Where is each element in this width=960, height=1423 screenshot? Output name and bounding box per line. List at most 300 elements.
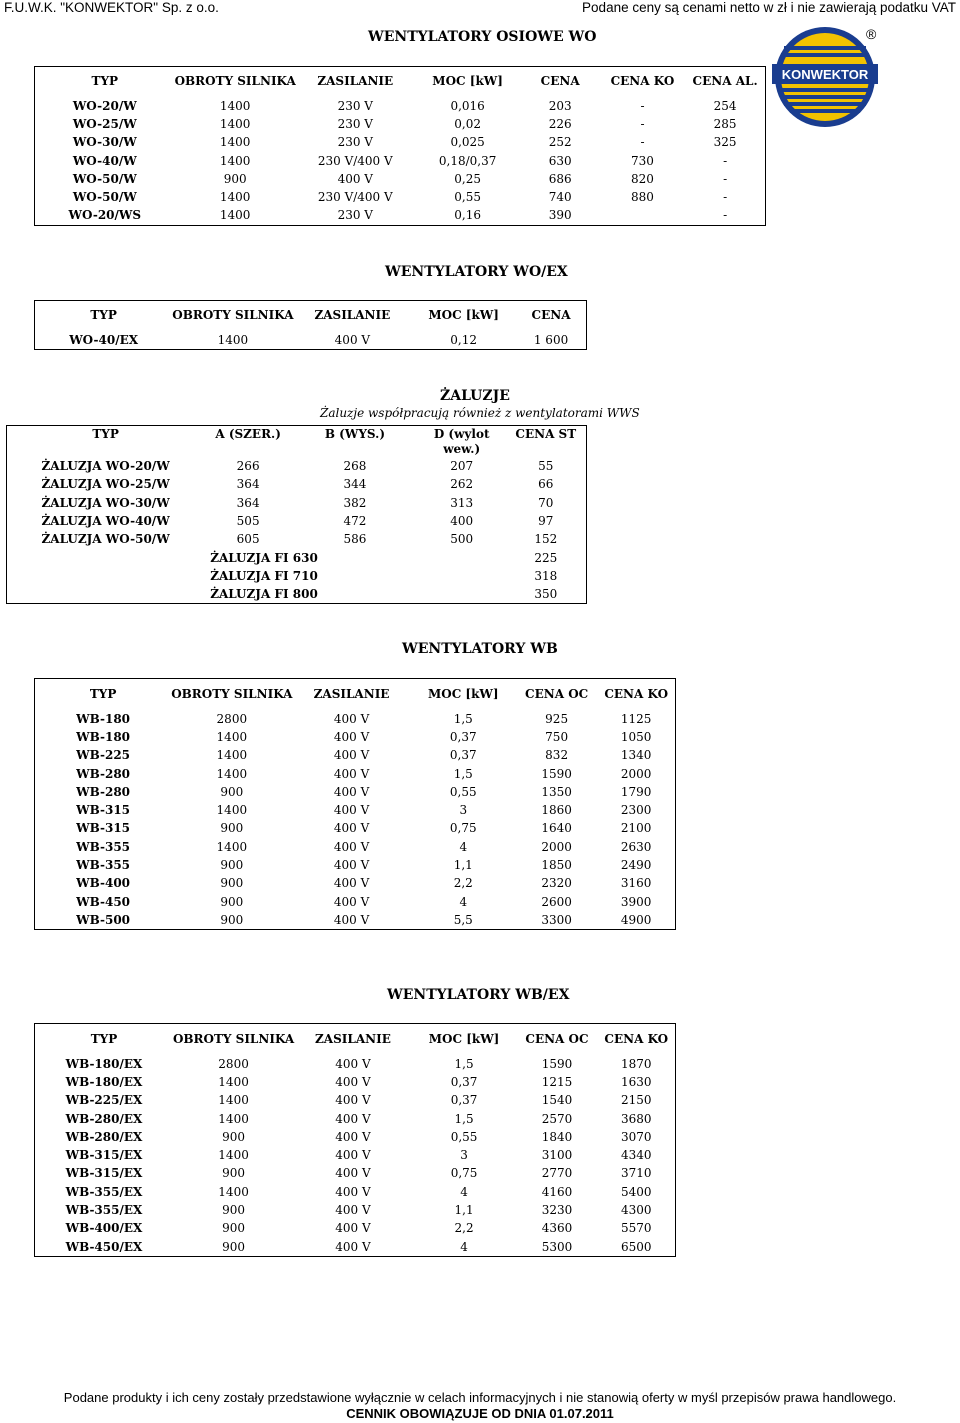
column-header: A (SZER.) <box>215 427 281 441</box>
table-cell: 400 V <box>335 1056 371 1071</box>
table-row <box>35 1091 676 1109</box>
table-cell: 1400 <box>219 153 251 168</box>
table-cell: 3070 <box>621 1129 652 1144</box>
row-type: ŻALUZJA FI 800 <box>210 587 318 602</box>
table-cell: 900 <box>220 912 244 927</box>
table-cell: 0,37 <box>450 1093 478 1108</box>
row-type: WO-20/W <box>72 98 137 113</box>
row-type: WB-355 <box>76 858 131 873</box>
table-cell: 400 V <box>333 711 370 726</box>
table-cell: 252 <box>548 135 572 150</box>
table-row <box>35 1055 676 1073</box>
table-cell: 390 <box>548 208 572 223</box>
table-cell: 605 <box>236 532 260 547</box>
table-cell: - <box>723 171 728 186</box>
table-row <box>35 331 587 350</box>
table-cell: 1400 <box>219 135 251 150</box>
row-type: ŻALUZJA WO-50/W <box>41 532 170 547</box>
table-cell: 0,18/0,37 <box>438 153 497 168</box>
table-cell: 500 <box>450 532 474 547</box>
table-cell: 285 <box>713 116 737 131</box>
table-row <box>35 819 676 837</box>
table-cell: 900 <box>220 784 244 799</box>
table-cell: 630 <box>548 153 572 168</box>
table-cell: 1590 <box>541 766 572 781</box>
table-cell: 2300 <box>620 803 652 818</box>
table-wb-ex <box>34 1023 676 1257</box>
table-cell: 900 <box>222 1129 246 1144</box>
table-row <box>35 151 766 169</box>
table-cell: 1 600 <box>533 332 569 347</box>
row-type: WB-225 <box>76 748 131 763</box>
column-header: D (wylot wew.) <box>433 427 490 456</box>
row-type: ŻALUZJA WO-20/W <box>41 459 170 474</box>
table-row <box>35 115 766 133</box>
row-type: WB-280/EX <box>65 1111 143 1126</box>
row-type: WB-400 <box>76 876 131 891</box>
column-header: CENA AL. <box>692 74 758 89</box>
table-cell: 1840 <box>541 1129 573 1144</box>
row-type: WB-400/EX <box>65 1221 143 1236</box>
table-row <box>35 1201 676 1219</box>
table-cell: 1340 <box>620 748 652 763</box>
table-cell: - <box>723 153 728 168</box>
table-cell: 382 <box>343 495 367 510</box>
table-cell: 3 <box>460 1148 468 1163</box>
row-type: WB-315 <box>76 803 131 818</box>
row-type: WB-225/EX <box>65 1093 143 1108</box>
table-cell: 2000 <box>620 766 652 781</box>
table-cell: 230 V <box>337 98 373 113</box>
table-cell: 505 <box>236 514 260 529</box>
table-cell: 1,5 <box>454 1111 474 1126</box>
table-cell: 4 <box>460 1184 468 1199</box>
table-cell: 70 <box>538 495 554 510</box>
table-cell: 4160 <box>541 1184 573 1199</box>
table-cell: 0,55 <box>449 784 477 799</box>
table-cell: 750 <box>545 729 569 744</box>
table-cell: 1400 <box>219 190 251 205</box>
table-cell: 1400 <box>216 729 248 744</box>
column-header: ZASILANIE <box>314 308 391 323</box>
table-cell: 1,5 <box>453 766 473 781</box>
company-name: F.U.W.K. "KONWEKTOR" Sp. z o.o. <box>4 0 219 15</box>
row-type: WB-180 <box>76 711 131 726</box>
row-type: WB-500 <box>76 912 131 927</box>
table-cell: 400 V <box>335 1239 371 1254</box>
table-cell: 4360 <box>541 1221 573 1236</box>
table-cell: - <box>640 98 645 113</box>
table-cell: 900 <box>222 1203 246 1218</box>
table-cell: 400 V <box>333 894 370 909</box>
table-cell: 55 <box>538 459 554 474</box>
row-type: WO-50/W <box>72 171 137 186</box>
column-header: TYP <box>90 1031 118 1046</box>
table-cell: 203 <box>548 98 572 113</box>
table-cell: 0,025 <box>450 135 485 150</box>
table-cell: 400 V <box>333 784 370 799</box>
table-cell: 268 <box>343 459 367 474</box>
empty-cell <box>7 548 205 566</box>
row-type: WB-355/EX <box>65 1203 143 1218</box>
column-header: MOC [kW] <box>428 308 499 323</box>
table-cell: 1630 <box>621 1074 652 1089</box>
row-type: WB-180/EX <box>65 1056 143 1071</box>
row-type: WB-355/EX <box>65 1184 143 1199</box>
table-cell: 0,37 <box>450 1074 478 1089</box>
table-cell: 1860 <box>541 803 572 818</box>
table-cell: 400 V <box>333 912 370 927</box>
zaluzje-subtitle: Żaluzje współpracują również z wentylatorami WWS <box>320 406 640 420</box>
table-cell: 1125 <box>620 711 652 726</box>
table-cell: 230 V <box>337 135 373 150</box>
table-cell: 230 V/400 V <box>317 190 393 205</box>
column-header: OBROTY SILNIKA <box>172 1031 295 1046</box>
table-cell: 1,5 <box>453 711 473 726</box>
table-cell: 925 <box>545 711 569 726</box>
table-row <box>35 1128 676 1146</box>
table-row <box>35 801 676 819</box>
table-cell: 400 V <box>333 766 370 781</box>
table-cell: 1400 <box>216 839 248 854</box>
table-wb <box>34 678 676 930</box>
table-cell: 730 <box>631 153 654 168</box>
table-cell: 2100 <box>620 821 652 836</box>
table-cell: 5300 <box>541 1239 573 1254</box>
row-type: WO-20/WS <box>68 208 142 223</box>
row-type: WB-315/EX <box>65 1166 143 1181</box>
section-title-wo-ex: WENTYLATORY WO/EX <box>385 264 568 280</box>
table-cell: 1400 <box>218 1184 249 1199</box>
table-cell: 880 <box>631 190 654 205</box>
table-cell: 97 <box>538 514 554 529</box>
table-cell: 325 <box>713 135 737 150</box>
table-cell: 1400 <box>219 98 251 113</box>
footer-valid-from: CENNIK OBOWIĄZUJE OD DNIA 01.07.2011 <box>346 1406 614 1421</box>
table-cell: 1400 <box>217 332 249 347</box>
table-row <box>35 133 766 151</box>
table-cell: 472 <box>343 514 367 529</box>
table-cell: 1590 <box>541 1056 573 1071</box>
column-header: CENA KO <box>610 74 675 89</box>
table-cell: 400 V <box>335 1166 371 1181</box>
table-row <box>35 1219 676 1237</box>
table-cell: 400 V <box>333 803 370 818</box>
row-type: WB-280 <box>76 784 131 799</box>
table-cell: 400 V <box>333 839 370 854</box>
table-cell: 400 V <box>335 1184 371 1199</box>
row-type: ŻALUZJA WO-25/W <box>41 477 170 492</box>
table-cell: 0,16 <box>454 208 481 223</box>
table-cell: 1,1 <box>454 1203 474 1218</box>
table-cell: 400 <box>450 514 474 529</box>
footer-disclaimer: Podane produkty i ich ceny zostały przedstawione wyłącznie w celach informacyjnych i nie stanowią oferty w myśl przepisów prawa handlowego. <box>63 1390 897 1405</box>
table-cell: 3 <box>459 803 468 818</box>
table-cell: 2000 <box>541 839 572 854</box>
row-type: WB-280/EX <box>65 1129 143 1144</box>
table-row <box>35 728 676 746</box>
table-cell: 1050 <box>620 729 652 744</box>
table-row <box>35 188 766 206</box>
table-row <box>35 1237 676 1256</box>
table-cell: 900 <box>223 171 247 186</box>
table-row <box>35 97 766 115</box>
table-cell: 0,25 <box>454 171 481 186</box>
table-cell: 0,02 <box>454 116 481 131</box>
table-cell: 900 <box>220 876 244 891</box>
table-cell: - <box>723 190 728 205</box>
row-type: WB-450/EX <box>65 1239 143 1254</box>
table-cell: 900 <box>222 1239 246 1254</box>
table-cell: 740 <box>548 190 572 205</box>
column-header: CENA ST <box>515 427 577 441</box>
table-cell: 0,55 <box>450 1129 478 1144</box>
table-cell: 3900 <box>620 894 652 909</box>
table-cell: 1790 <box>620 784 652 799</box>
table-cell: 832 <box>545 748 569 763</box>
table-cell: - <box>723 208 728 223</box>
table-cell: 0,016 <box>450 98 485 113</box>
table-cell: 586 <box>343 532 367 547</box>
column-header: CENA <box>531 308 571 323</box>
table-cell: 3160 <box>620 876 652 891</box>
table-cell: 1400 <box>219 208 251 223</box>
table-cell: 4 <box>459 839 468 854</box>
table-cell: 900 <box>222 1221 246 1236</box>
row-type: WO-40/EX <box>69 332 139 347</box>
row-type: WO-40/W <box>72 153 137 168</box>
table-cell: 400 V <box>335 1221 371 1236</box>
table-cell: 2800 <box>218 1056 249 1071</box>
table-cell: 3230 <box>541 1203 573 1218</box>
row-type: WB-315/EX <box>65 1148 143 1163</box>
table-cell: 262 <box>450 477 474 492</box>
table-cell: 2150 <box>621 1093 652 1108</box>
table-cell: 400 V <box>335 1111 371 1126</box>
table-cell: 254 <box>713 98 737 113</box>
table-row <box>7 585 587 604</box>
table-cell: 400 V <box>335 1074 371 1089</box>
column-header: ZASILANIE <box>315 1031 391 1046</box>
table-cell: 2,2 <box>453 876 473 891</box>
column-header: MOC [kW] <box>428 1031 500 1046</box>
table-cell: 400 V <box>335 1129 371 1144</box>
table-cell: 400 V <box>333 821 370 836</box>
table-cell: 2490 <box>620 858 652 873</box>
table-cell: 0,75 <box>450 1166 478 1181</box>
table-row <box>35 206 766 225</box>
table-cell: 364 <box>236 495 260 510</box>
table-wo-ex <box>34 300 587 350</box>
table-row <box>35 892 676 910</box>
table-cell: 4 <box>459 894 468 909</box>
table-cell: 1850 <box>541 858 572 873</box>
table-cell: 1350 <box>541 784 572 799</box>
column-header: ZASILANIE <box>317 74 394 89</box>
table-cell: 344 <box>343 477 367 492</box>
table-cell: 1400 <box>219 116 251 131</box>
table-cell: 400 V <box>333 858 370 873</box>
row-type: ŻALUZJA FI 710 <box>210 568 318 583</box>
column-header: TYP <box>92 427 119 441</box>
table-row <box>35 746 676 764</box>
table-cell: 4900 <box>620 912 652 927</box>
table-row <box>35 1073 676 1091</box>
table-cell: 1400 <box>216 748 248 763</box>
table-row <box>35 764 676 782</box>
column-header: TYP <box>90 308 117 323</box>
row-type: ŻALUZJA FI 630 <box>210 550 318 565</box>
table-cell: 900 <box>222 1166 246 1181</box>
table-cell: 0,75 <box>449 821 477 836</box>
column-header: TYP <box>91 74 119 89</box>
table-cell: 2570 <box>541 1111 573 1126</box>
section-title-wb: WENTYLATORY WB <box>402 641 558 657</box>
column-header: OBROTY SILNIKA <box>174 74 296 89</box>
row-type: WB-180 <box>76 729 131 744</box>
table-cell: 1215 <box>541 1074 573 1089</box>
table-row <box>35 783 676 801</box>
row-type: WB-180/EX <box>65 1074 143 1089</box>
row-type: WO-50/W <box>72 190 137 205</box>
table-cell: 364 <box>236 477 260 492</box>
table-cell: 0,12 <box>450 332 478 347</box>
table-row <box>35 1183 676 1201</box>
table-cell: 313 <box>450 495 474 510</box>
table-row <box>35 856 676 874</box>
section-title-zaluzje: ŻALUZJE <box>440 388 510 404</box>
table-cell: 1400 <box>218 1111 249 1126</box>
table-row <box>7 567 587 585</box>
column-header: OBROTY SILNIKA <box>171 686 293 701</box>
table-cell: 1870 <box>621 1056 652 1071</box>
table-row <box>35 1164 676 1182</box>
table-row <box>7 512 587 530</box>
table-row <box>7 494 587 512</box>
table-cell: 266 <box>236 459 260 474</box>
table-row <box>7 530 587 548</box>
registered-mark: ® <box>866 26 877 42</box>
table-cell: 5400 <box>621 1184 652 1199</box>
column-header: OBROTY SILNIKA <box>172 308 294 323</box>
table-wo <box>34 66 766 226</box>
table-cell: 900 <box>220 858 244 873</box>
table-row <box>35 838 676 856</box>
logo-text: KONWEKTOR <box>781 67 869 82</box>
section-title-wb-ex: WENTYLATORY WB/EX <box>387 987 570 1003</box>
table-cell: 350 <box>534 587 558 602</box>
table-cell: 225 <box>534 550 558 565</box>
table-zaluzje <box>6 425 587 604</box>
table-cell: 400 V <box>337 171 373 186</box>
empty-cell <box>7 567 205 585</box>
row-type: ŻALUZJA WO-40/W <box>41 514 170 529</box>
column-header: ZASILANIE <box>313 686 390 701</box>
table-cell: 318 <box>534 568 558 583</box>
table-cell: 0,37 <box>449 729 477 744</box>
table-cell: 207 <box>450 459 474 474</box>
table-cell: - <box>640 135 645 150</box>
table-cell: 66 <box>538 477 554 492</box>
table-cell: 3710 <box>621 1166 652 1181</box>
table-cell: 400 V <box>334 332 371 347</box>
table-cell: 400 V <box>335 1148 371 1163</box>
table-cell: 2320 <box>541 876 572 891</box>
table-cell: 400 V <box>333 729 370 744</box>
table-row <box>7 475 587 493</box>
table-cell: 230 V <box>337 208 373 223</box>
table-cell: 1400 <box>218 1093 249 1108</box>
table-cell: 4300 <box>621 1203 652 1218</box>
table-row <box>35 710 676 728</box>
table-cell: 4 <box>460 1239 468 1254</box>
table-cell: 1400 <box>216 803 248 818</box>
column-header: CENA OC <box>525 1031 589 1046</box>
column-header: MOC [kW] <box>427 686 499 701</box>
table-cell: 4340 <box>621 1148 652 1163</box>
table-cell: 152 <box>534 532 558 547</box>
table-cell: 226 <box>548 116 572 131</box>
table-cell: 1,5 <box>454 1056 474 1071</box>
table-cell: 1400 <box>218 1148 249 1163</box>
table-cell <box>600 206 685 225</box>
table-cell: 400 V <box>333 748 370 763</box>
table-cell: 3680 <box>621 1111 652 1126</box>
table-cell: 0,55 <box>454 190 481 205</box>
column-header: CENA <box>540 74 580 89</box>
table-cell: 400 V <box>335 1093 371 1108</box>
table-cell: 2600 <box>541 894 572 909</box>
table-row <box>35 1146 676 1164</box>
table-cell: 400 V <box>335 1203 371 1218</box>
table-cell: 6500 <box>621 1239 652 1254</box>
row-type: WO-25/W <box>72 116 137 131</box>
table-cell: 3100 <box>541 1148 573 1163</box>
empty-cell <box>7 585 205 604</box>
vat-notice: Podane ceny są cenami netto w zł i nie zawierają podatku VAT <box>582 0 956 15</box>
table-cell: - <box>640 116 645 131</box>
column-header: CENA OC <box>525 686 589 701</box>
column-header: CENA KO <box>604 1031 669 1046</box>
table-cell: 230 V/400 V <box>317 153 393 168</box>
table-cell: 5570 <box>621 1221 652 1236</box>
table-cell: 1,1 <box>453 858 473 873</box>
table-row <box>35 874 676 892</box>
table-cell: 2770 <box>541 1166 573 1181</box>
table-row <box>35 1109 676 1127</box>
table-row <box>35 911 676 930</box>
table-cell: 400 V <box>333 876 370 891</box>
row-type: WB-315 <box>76 821 131 836</box>
table-cell: 1640 <box>541 821 572 836</box>
row-type: ŻALUZJA WO-30/W <box>41 495 170 510</box>
konwektor-logo <box>772 26 878 128</box>
row-type: WB-280 <box>76 766 131 781</box>
table-cell: 2630 <box>620 839 652 854</box>
column-header: MOC [kW] <box>432 74 503 89</box>
section-title-wo: WENTYLATORY OSIOWE WO <box>368 29 597 45</box>
row-type: WB-355 <box>76 839 131 854</box>
table-cell: 0,37 <box>449 748 477 763</box>
table-cell: 1400 <box>218 1074 249 1089</box>
column-header: B (WYS.) <box>324 427 385 441</box>
table-cell: 1540 <box>541 1093 573 1108</box>
row-type: WB-450 <box>76 894 131 909</box>
table-row <box>7 457 587 475</box>
table-cell: 2,2 <box>454 1221 474 1236</box>
table-cell: 230 V <box>337 116 373 131</box>
column-header: TYP <box>89 686 117 701</box>
